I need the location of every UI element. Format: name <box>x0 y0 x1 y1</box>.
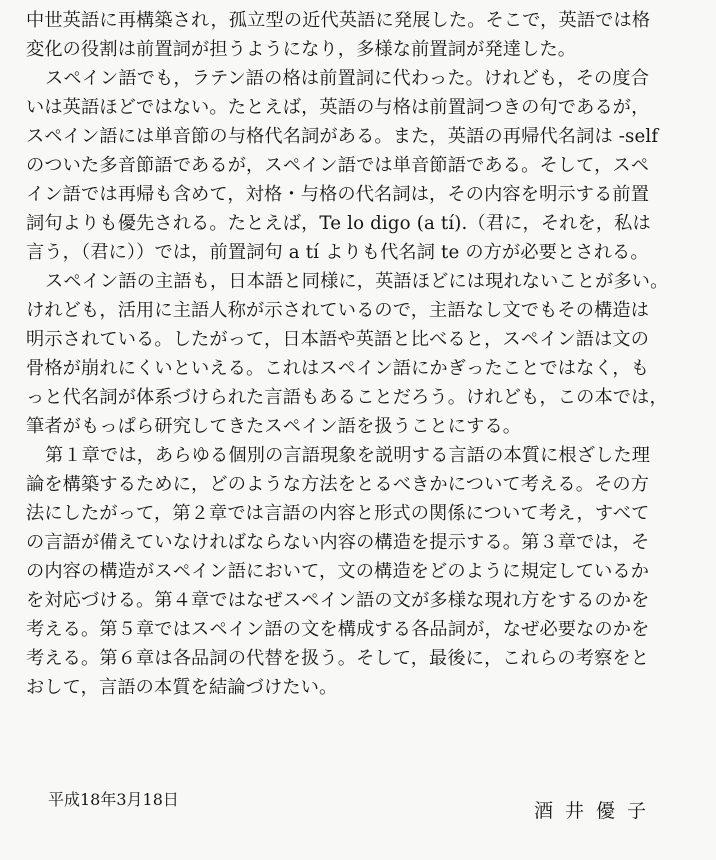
text-line: 法にしたがって，第２章では言語の内容と形式の関係について考え，すべて <box>26 503 650 524</box>
author-name: 酒井優子 <box>534 800 659 822</box>
date-text: 平成18年3月18日 <box>48 790 179 809</box>
text-line: 明示されている。したがって，日本語や英語と比べると，スペイン語は文の <box>26 329 650 350</box>
paragraph-start-line: スペイン語でも，ラテン語の格は前置詞に代わった。けれども，その度合 <box>45 68 650 89</box>
paragraph-start-line: 第１章では，あらゆる個別の言語現象を説明する言語の本質に根ざした理 <box>45 445 651 466</box>
text-line: 変化の役割は前置詞が担うようになり，多様な前置詞が発達した。 <box>26 39 577 60</box>
text-line: いは英語ほどではない。たとえば，英語の与格は前置詞つきの句であるが， <box>26 97 650 118</box>
text-line: を対応づける。第４章ではなぜスペイン語の文が多様な現れ方をするのかを <box>26 590 650 611</box>
paragraph-start-line: スペイン語の主語も，日本語と同様に，英語ほどには現れないことが多い。 <box>45 271 669 292</box>
text-line: 詞句よりも優先される。たとえば，Te lo digo (a tí).（君に，それを，私は <box>26 213 651 234</box>
text-line: 筆者がもっぱら研究してきたスペイン語を扱うことにする。 <box>26 416 522 437</box>
text-line: の言語が備えていなければならない内容の構造を提示する。第３章では，そ <box>26 532 650 553</box>
text-line: おして，言語の本質を結論づけたい。 <box>26 677 338 698</box>
text-line: 考える。第６章は各品詞の代替を扱う。そして，最後に，これらの考察をと <box>26 648 650 669</box>
text-line: のついた多音節語であるが，スペイン語では単音節語である。そして，スペ <box>26 155 650 176</box>
text-line: 骨格が崩れにくいといえる。これはスペイン語にかぎったことではなく，も <box>26 358 650 379</box>
text-line: スペイン語には単音節の与格代名詞がある。また，英語の再帰代名詞は -self <box>26 126 659 147</box>
text-line: 考える。第５章ではスペイン語の文を構成する各品詞が，なぜ必要なのかを <box>26 619 650 640</box>
text-line: 中世英語に再構築され，孤立型の近代英語に発展した。そこで，英語では格 <box>26 10 651 31</box>
text-line: っと代名詞が体系づけられた言語もあることだろう。けれども，この本では， <box>26 387 668 408</box>
text-line: イン語では再帰も含めて，対格・与格の代名詞は，その内容を明示する前置 <box>26 184 650 205</box>
text-line: 論を構築するために，どのような方法をとるべきかについて考える。その方 <box>26 474 650 495</box>
text-line: の内容の構造がスペイン語において，文の構造をどのように規定しているか <box>26 561 650 582</box>
text-line: けれども，活用に主語人称が示されているので，主語なし文でもその構造は <box>26 300 650 321</box>
text-line: 言う，（君に））では，前置詞句 a tí よりも代名詞 te の方が必要とされる。 <box>26 242 649 263</box>
body-text <box>26 6 698 702</box>
